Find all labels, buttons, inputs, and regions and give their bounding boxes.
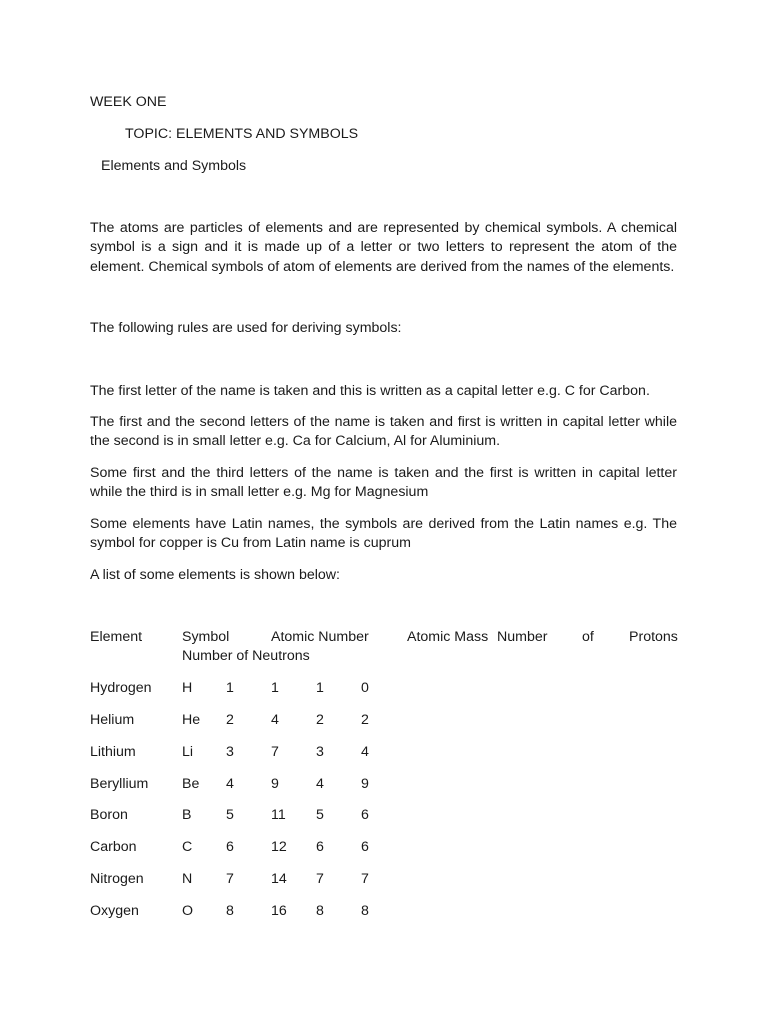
section-subtitle: Elements and Symbols [101,158,247,174]
cell-neutrons: 6 [361,839,369,855]
cell-atomic-number: 2 [226,712,234,728]
cell-neutrons: 9 [361,776,369,792]
cell-atomic-mass: 14 [271,871,287,887]
cell-protons: 4 [316,776,324,792]
cell-neutrons: 6 [361,807,369,823]
table-row [0,679,768,698]
header-symbol: Symbol [182,629,230,645]
table-row [0,711,768,730]
table-row [0,838,768,857]
cell-symbol: H [182,680,193,696]
header-atomic-mass: Atomic Mass [407,629,489,645]
header-number: Number [497,629,548,645]
cell-atomic-number: 6 [226,839,234,855]
cell-element: Lithium [90,744,136,760]
cell-atomic-number: 5 [226,807,234,823]
cell-element: Beryllium [90,776,149,792]
cell-symbol: N [182,871,193,887]
table-row [0,870,768,889]
cell-element: Helium [90,712,135,728]
rule-3-paragraph: Some first and the third letters of the name is taken and the first is written in capital letter while the third is in small letter e.g. Mg for Magnesium [90,465,677,501]
cell-element: Hydrogen [90,680,152,696]
cell-symbol: Be [182,776,200,792]
cell-atomic-number: 1 [226,680,234,696]
cell-neutrons: 4 [361,744,369,760]
cell-atomic-number: 8 [226,903,234,919]
rule-1-paragraph: The first letter of the name is taken and this is written as a capital letter e.g. C for Carbon. [90,383,650,399]
rule-4-paragraph: Some elements have Latin names, the symbols are derived from the Latin names e.g. The symbol for copper is Cu from Latin name is cuprum [90,516,677,552]
week-heading: WEEK ONE [90,94,167,110]
cell-neutrons: 8 [361,903,369,919]
cell-symbol: Li [182,744,194,760]
header-protons: Protons [629,629,678,645]
cell-atomic-mass: 9 [271,776,279,792]
header-element: Element [90,629,143,645]
cell-neutrons: 2 [361,712,369,728]
cell-symbol: He [182,712,201,728]
list-intro: A list of some elements is shown below: [90,567,340,583]
cell-atomic-mass: 11 [271,807,286,823]
header-atomic-number: Atomic Number [271,629,369,645]
cell-symbol: B [182,807,192,823]
rule-2-paragraph: The first and the second letters of the name is taken and first is written in capital letter while the second is in small letter e.g. Ca for Calcium, Al for Aluminium. [90,414,677,450]
rules-intro: The following rules are used for deriving symbols: [90,320,402,336]
cell-symbol: C [182,839,193,855]
cell-atomic-mass: 12 [271,839,287,855]
cell-neutrons: 7 [361,871,369,887]
intro-paragraph: The atoms are particles of elements and are represented by chemical symbols. A chemical symbol is a sign and it is made up of a letter or two letters to represent the atom of the element. Chemical symbols of atom of elements are derived from the names of the elements. [90,220,677,275]
cell-protons: 3 [316,744,324,760]
table-row [0,806,768,825]
cell-protons: 2 [316,712,324,728]
cell-protons: 8 [316,903,324,919]
header-neutrons: Number of Neutrons [182,648,310,664]
cell-atomic-number: 4 [226,776,234,792]
cell-atomic-number: 3 [226,744,234,760]
cell-atomic-mass: 16 [271,903,287,919]
cell-element: Oxygen [90,903,139,919]
topic-heading: TOPIC: ELEMENTS AND SYMBOLS [125,126,359,142]
cell-protons: 7 [316,871,324,887]
table-row [0,775,768,794]
cell-symbol: O [182,903,194,919]
header-of: of [582,629,594,645]
cell-atomic-mass: 4 [271,712,279,728]
cell-protons: 1 [316,680,324,696]
cell-atomic-number: 7 [226,871,234,887]
cell-element: Boron [90,807,128,823]
cell-element: Carbon [90,839,137,855]
cell-protons: 6 [316,839,324,855]
table-row [0,902,768,921]
cell-atomic-mass: 1 [271,680,279,696]
cell-neutrons: 0 [361,680,369,696]
table-row [0,743,768,762]
cell-element: Nitrogen [90,871,144,887]
cell-protons: 5 [316,807,324,823]
cell-atomic-mass: 7 [271,744,279,760]
